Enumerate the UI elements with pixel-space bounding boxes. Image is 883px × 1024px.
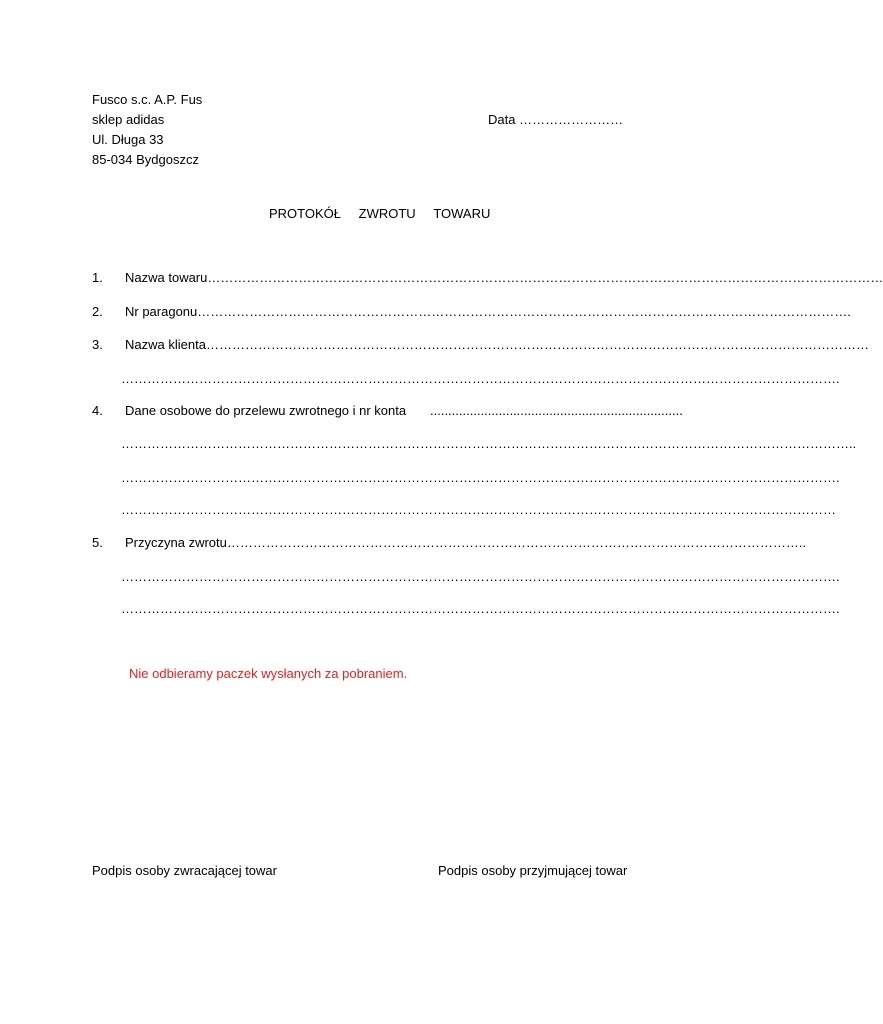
continuation-line: …………………………………………………………………………………………………………………………………………………….. [121, 436, 857, 451]
title-word-goods: TOWARU [433, 206, 491, 221]
item-number: 2. [92, 304, 103, 319]
signature-returner-label: Podpis osoby zwracającej towar [92, 863, 277, 878]
item-line-receipt-number [125, 304, 851, 320]
item-line-client-name [125, 337, 869, 353]
title-word-return: ZWROTU [358, 206, 416, 221]
item-dots: ……………………………………………………………………………………………………………………………………. [197, 304, 851, 319]
continuation-line: …………………………………………………………………………………………………………………………………………………. [121, 371, 840, 386]
item-label: Nazwa klienta [125, 337, 206, 352]
continuation-line: …………………………………………………………………………………………………………………………………………………. [121, 569, 840, 584]
item-number: 3. [92, 337, 103, 352]
street-address: Ul. Długa 33 [92, 132, 164, 147]
cod-notice: Nie odbieramy paczek wysłanych za pobraniem. [129, 666, 408, 681]
item-line-return-reason [125, 535, 807, 551]
date-field: Data …………………… [488, 112, 624, 127]
postal-city: 85-034 Bydgoszcz [92, 152, 199, 167]
item-dots: ……………………………………………………………………………………………………………………………………… [205, 337, 869, 352]
page-title [269, 206, 504, 222]
continuation-line: ………………………………………………………………………………………………………………………………………………… [121, 502, 836, 517]
shop-name: sklep adidas [92, 112, 165, 127]
item-label: Nazwa towaru [125, 270, 208, 285]
item-dots: ...................................................................... [430, 403, 683, 418]
company-name: Fusco s.c. A.P. Fus [92, 92, 203, 107]
item-number: 4. [92, 403, 103, 418]
item-label: Nr paragonu [125, 304, 198, 319]
signature-receiver-label: Podpis osoby przyjmującej towar [438, 863, 628, 878]
continuation-line: …………………………………………………………………………………………………………………………………………………. [121, 601, 840, 616]
title-word-protocol: PROTOKÓŁ [269, 206, 342, 221]
item-line-product-name [125, 270, 883, 286]
continuation-line: …………………………………………………………………………………………………………………………………………………. [121, 470, 840, 485]
item-number: 5. [92, 535, 103, 550]
item-dots: ………………………………………………………………………………………………………………………………………… [207, 270, 883, 285]
item-number: 1. [92, 270, 103, 285]
item-label: Dane osobowe do przelewu zwrotnego i nr konta [125, 403, 407, 418]
item-label: Przyczyna zwrotu [125, 535, 227, 550]
item-dots: …………………………………………………………………………………………………………………….. [226, 535, 807, 550]
